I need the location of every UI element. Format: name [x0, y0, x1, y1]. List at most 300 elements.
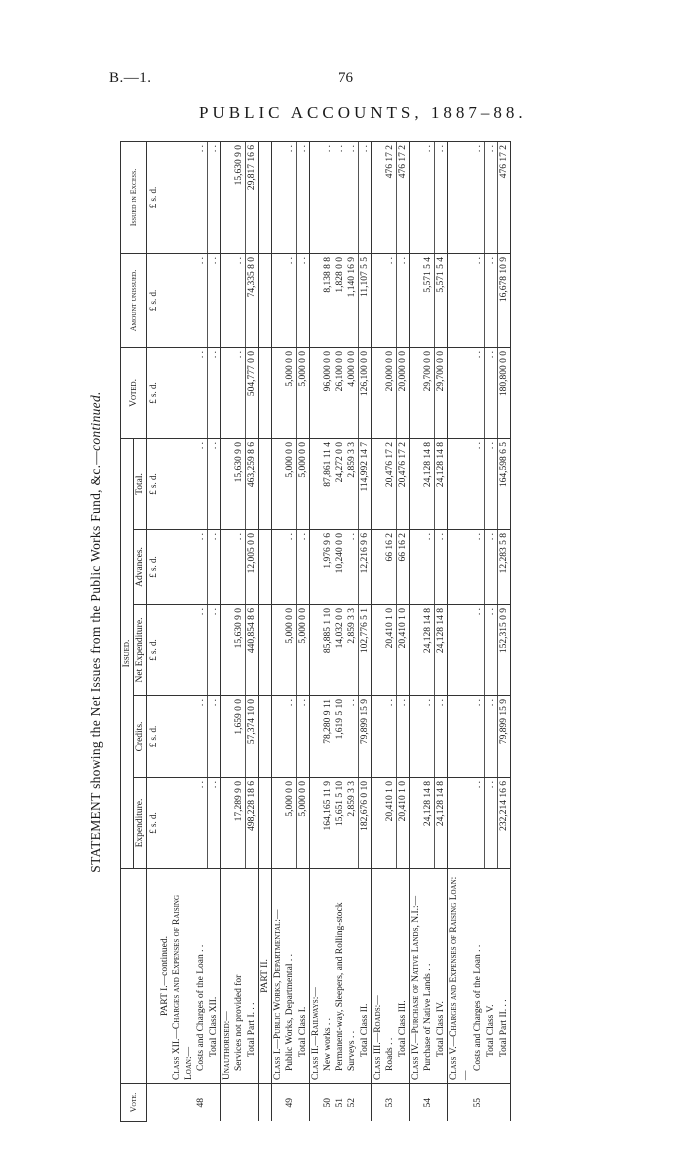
vote-number: [310, 1084, 323, 1122]
amount-cell: 1,659 0 0: [233, 696, 246, 778]
amount-cell: [448, 347, 473, 438]
amount-cell: . .: [472, 347, 485, 438]
amount-cell: . .: [233, 253, 246, 347]
amount-cell: [310, 141, 323, 253]
row-description: Class I.—Public Works, Departmental:—: [272, 869, 285, 1084]
amount-cell: 24,128 14 8: [422, 605, 435, 696]
amount-cell: 20,000 0 0: [384, 347, 397, 438]
amount-cell: [410, 347, 423, 438]
vote-number: 50: [322, 1084, 334, 1122]
table-row: [259, 141, 272, 1121]
amount-cell: . .: [208, 347, 221, 438]
amount-cell: . .: [472, 778, 485, 869]
amount-cell: 24,128 14 8: [435, 778, 448, 869]
table-row: [435, 141, 448, 1121]
amount-cell: . .: [346, 696, 359, 778]
amount-cell: [159, 141, 171, 253]
amount-cell: 29,700 0 0: [435, 347, 448, 438]
amount-cell: . .: [422, 141, 435, 253]
amount-cell: 1,976 9 6: [322, 530, 334, 605]
statement-title: [88, 142, 104, 1122]
amount-cell: . .: [195, 347, 208, 438]
amount-cell: 10,240 0 0: [334, 530, 346, 605]
amount-cell: . .: [208, 605, 221, 696]
amount-cell: 5,000 0 0: [297, 778, 310, 869]
vote-number: 51: [334, 1084, 346, 1122]
table-row: [384, 141, 397, 1121]
amount-cell: 11,107 5 5: [359, 253, 372, 347]
amount-cell: . .: [297, 253, 310, 347]
vote-number: [233, 1084, 246, 1122]
amount-cell: [171, 141, 195, 253]
table-row: [422, 141, 435, 1121]
amount-cell: 2,859 3 3: [346, 778, 359, 869]
amount-cell: [259, 438, 272, 529]
amount-cell: . .: [485, 141, 498, 253]
units-cell: £ s. d.: [147, 253, 160, 347]
amount-cell: [272, 696, 285, 778]
units-cell: £ s. d.: [147, 347, 160, 438]
amount-cell: [259, 696, 272, 778]
vote-number: [159, 1084, 171, 1122]
statement-title-continued: continued.: [88, 391, 103, 451]
amount-cell: 17,289 9 0: [233, 778, 246, 869]
vote-number: [221, 1084, 234, 1122]
amount-cell: 476 17 2: [498, 141, 511, 253]
amount-cell: . .: [472, 438, 485, 529]
amount-cell: [171, 530, 195, 605]
amount-cell: . .: [195, 141, 208, 253]
amount-cell: 5,000 0 0: [297, 347, 310, 438]
amount-cell: 66 16 2: [397, 530, 410, 605]
amount-cell: 5,000 0 0: [284, 778, 297, 869]
row-description: Total Class V.: [485, 869, 498, 1084]
amount-cell: [410, 696, 423, 778]
amount-cell: [372, 253, 385, 347]
row-description: Total Class I.: [297, 869, 310, 1084]
amount-cell: [310, 778, 323, 869]
units-row: [147, 141, 160, 1121]
amount-cell: [410, 438, 423, 529]
amount-cell: [159, 696, 171, 778]
amount-cell: 15,630 9 0: [233, 605, 246, 696]
amount-cell: [310, 605, 323, 696]
col-total: Total.: [134, 438, 147, 529]
col-expenditure: Expenditure.: [134, 778, 147, 869]
row-description: Services not provided for: [233, 869, 246, 1084]
amount-cell: 24,128 14 8: [435, 438, 448, 529]
vote-number: [397, 1084, 410, 1122]
amount-cell: 152,315 0 9: [498, 605, 511, 696]
amount-cell: 463,259 8 6: [246, 438, 259, 529]
row-description: Class V.—Charges and Expenses of Raising Loan:—: [448, 869, 473, 1084]
amount-cell: [372, 778, 385, 869]
amount-cell: 20,410 1 0: [384, 778, 397, 869]
amount-cell: 126,100 0 0: [359, 347, 372, 438]
amount-cell: 5,000 0 0: [284, 605, 297, 696]
amount-cell: [259, 605, 272, 696]
amount-cell: 57,374 10 0: [246, 696, 259, 778]
amount-cell: . .: [208, 696, 221, 778]
amount-cell: 24,128 14 8: [435, 605, 448, 696]
table-row: [208, 141, 221, 1121]
amount-cell: [410, 605, 423, 696]
amount-cell: . .: [485, 696, 498, 778]
units-cell: £ s. d.: [147, 605, 160, 696]
amount-cell: . .: [284, 141, 297, 253]
amount-cell: 15,630 9 0: [233, 141, 246, 253]
table-row: [297, 141, 310, 1121]
amount-cell: . .: [485, 778, 498, 869]
vote-number: 48: [195, 1084, 208, 1122]
table-row: [159, 141, 171, 1121]
amount-cell: 182,676 0 10: [359, 778, 372, 869]
vote-number: [485, 1084, 498, 1122]
amount-cell: 164,165 11 9: [322, 778, 334, 869]
amount-cell: [410, 141, 423, 253]
amount-cell: 8,138 8 8: [322, 253, 334, 347]
amount-cell: . .: [284, 253, 297, 347]
row-description: Surveys . .: [346, 869, 359, 1084]
amount-cell: [448, 253, 473, 347]
amount-cell: [159, 438, 171, 529]
amount-cell: 504,777 0 0: [246, 347, 259, 438]
amount-cell: [159, 605, 171, 696]
amount-cell: [159, 347, 171, 438]
amount-cell: 5,000 0 0: [284, 438, 297, 529]
amount-cell: [221, 696, 234, 778]
amount-cell: [159, 530, 171, 605]
amount-cell: 476 17 2: [384, 141, 397, 253]
amount-cell: . .: [346, 530, 359, 605]
amount-cell: [272, 347, 285, 438]
amount-cell: 1,828 0 0: [334, 253, 346, 347]
amount-cell: . .: [472, 530, 485, 605]
vote-number: 55: [472, 1084, 485, 1122]
amount-cell: 1,140 16 9: [346, 253, 359, 347]
table-row: [410, 141, 423, 1121]
amount-cell: . .: [472, 141, 485, 253]
table-row: [171, 141, 195, 1121]
amount-cell: [448, 778, 473, 869]
table-row: [397, 141, 410, 1121]
amount-cell: . .: [397, 253, 410, 347]
amount-cell: 5,571 5 4: [422, 253, 435, 347]
row-description: Roads . .: [384, 869, 397, 1084]
row-description: Total Part II. . .: [498, 869, 511, 1084]
col-vote: Vote.: [121, 1084, 147, 1122]
row-description: Total Class XII.: [208, 869, 221, 1084]
row-description: Class III.—Roads:—: [372, 869, 385, 1084]
amount-cell: 164,598 6 5: [498, 438, 511, 529]
amount-cell: 87,861 11 4: [322, 438, 334, 529]
amount-cell: 114,992 14 7: [359, 438, 372, 529]
units-cell: £ s. d.: [147, 141, 160, 253]
amount-cell: . .: [195, 778, 208, 869]
amount-cell: 29,817 16 6: [246, 141, 259, 253]
amount-cell: [221, 253, 234, 347]
vote-number: 49: [284, 1084, 297, 1122]
amount-cell: [159, 778, 171, 869]
page-title: PUBLIC ACCOUNTS, 1887–88.: [199, 103, 527, 122]
amount-cell: . .: [485, 438, 498, 529]
amount-cell: 24,128 14 8: [422, 438, 435, 529]
amount-cell: [310, 438, 323, 529]
amount-cell: [372, 347, 385, 438]
row-description: Public Works, Departmental . .: [284, 869, 297, 1084]
amount-cell: . .: [485, 530, 498, 605]
amount-cell: . .: [472, 696, 485, 778]
vote-number: [435, 1084, 448, 1122]
amount-cell: [310, 530, 323, 605]
amount-cell: . .: [284, 530, 297, 605]
amount-cell: [171, 696, 195, 778]
amount-cell: 85,885 1 10: [322, 605, 334, 696]
amount-cell: 26,100 0 0: [334, 347, 346, 438]
amount-cell: [372, 530, 385, 605]
col-advances: Advances.: [134, 530, 147, 605]
amount-cell: 29,700 0 0: [422, 347, 435, 438]
amount-cell: 12,216 9 6: [359, 530, 372, 605]
amount-cell: [372, 605, 385, 696]
amount-cell: 476 17 2: [397, 141, 410, 253]
amount-cell: [448, 141, 473, 253]
amount-cell: 66 16 2: [384, 530, 397, 605]
amount-cell: 5,000 0 0: [284, 347, 297, 438]
amount-cell: [448, 696, 473, 778]
amount-cell: [448, 530, 473, 605]
col-credits: Credits.: [134, 696, 147, 778]
table-row: [272, 141, 285, 1121]
amount-cell: [272, 778, 285, 869]
table-row: [498, 141, 511, 1121]
amount-cell: . .: [435, 696, 448, 778]
table-row: [372, 141, 385, 1121]
amount-cell: . .: [322, 141, 334, 253]
amount-cell: . .: [384, 696, 397, 778]
units-cell: £ s. d.: [147, 438, 160, 529]
amount-cell: 20,476 17 2: [397, 438, 410, 529]
amount-cell: [410, 530, 423, 605]
amount-cell: . .: [435, 530, 448, 605]
amount-cell: . .: [435, 141, 448, 253]
col-description: [121, 869, 147, 1084]
amount-cell: [372, 438, 385, 529]
amount-cell: [448, 438, 473, 529]
amount-cell: 5,000 0 0: [297, 605, 310, 696]
amount-cell: . .: [195, 438, 208, 529]
amount-cell: . .: [195, 530, 208, 605]
statement-title-text: STATEMENT showing the Net Issues from the Public Works Fund, &c.—: [88, 450, 103, 873]
amount-cell: 24,272 0 0: [334, 438, 346, 529]
row-description: Purchase of Native Lands . .: [422, 869, 435, 1084]
vote-number: [246, 1084, 259, 1122]
amount-cell: [171, 347, 195, 438]
amount-cell: [221, 778, 234, 869]
amount-cell: [372, 141, 385, 253]
amount-cell: . .: [233, 347, 246, 438]
amount-cell: . .: [485, 347, 498, 438]
table-row: [322, 141, 334, 1121]
amount-cell: [171, 605, 195, 696]
amount-cell: . .: [208, 530, 221, 605]
row-description: Total Class II.: [359, 869, 372, 1084]
amount-cell: [410, 778, 423, 869]
table-row: [233, 141, 246, 1121]
amount-cell: 78,280 9 11: [322, 696, 334, 778]
row-description: Total Class III.: [397, 869, 410, 1084]
amount-cell: . .: [346, 141, 359, 253]
rotated-statement: [80, 142, 650, 1122]
amount-cell: [410, 253, 423, 347]
vote-number: [359, 1084, 372, 1122]
amount-cell: 4,000 0 0: [346, 347, 359, 438]
amount-cell: [310, 253, 323, 347]
row-description: PART I.—continued.: [159, 869, 171, 1084]
amount-cell: 12,283 5 8: [498, 530, 511, 605]
amount-cell: . .: [208, 438, 221, 529]
col-net-expenditure: Net Expenditure.: [134, 605, 147, 696]
amount-cell: 15,630 9 0: [233, 438, 246, 529]
page-reference: B.—1.: [109, 70, 152, 86]
vote-number: [498, 1084, 511, 1122]
amount-cell: . .: [297, 530, 310, 605]
amount-cell: 5,000 0 0: [297, 438, 310, 529]
vote-number: [259, 1084, 272, 1122]
amount-cell: [272, 605, 285, 696]
amount-cell: 1,619 5 10: [334, 696, 346, 778]
table-body: [147, 141, 511, 1121]
row-description: Permanent-way, Sleepers, and Rolling-stock: [334, 869, 346, 1084]
amount-cell: [272, 253, 285, 347]
amount-cell: . .: [208, 778, 221, 869]
col-issued-in-excess: Issued in Excess.: [121, 141, 147, 253]
amount-cell: . .: [208, 253, 221, 347]
amount-cell: . .: [208, 141, 221, 253]
amount-cell: 20,410 1 0: [384, 605, 397, 696]
table-row: [472, 141, 485, 1121]
col-amount-unissued: Amount unissued.: [121, 253, 147, 347]
table-row: [359, 141, 372, 1121]
amount-cell: [171, 438, 195, 529]
amount-cell: 232,214 16 6: [498, 778, 511, 869]
table-row: [485, 141, 498, 1121]
row-description: PART II.: [259, 869, 272, 1084]
col-issued: Issued.: [121, 438, 134, 868]
amount-cell: [221, 141, 234, 253]
row-description: New works . .: [322, 869, 334, 1084]
units-cell: £ s. d.: [147, 696, 160, 778]
amount-cell: [171, 778, 195, 869]
amount-cell: . .: [233, 530, 246, 605]
units-cell: £ s. d.: [147, 778, 160, 869]
amount-cell: . .: [334, 141, 346, 253]
amount-cell: [259, 347, 272, 438]
table-row: [310, 141, 323, 1121]
row-description: Costs and Charges of the Loan . .: [472, 869, 485, 1084]
amount-cell: . .: [297, 141, 310, 253]
amount-cell: [259, 253, 272, 347]
amount-cell: 180,800 0 0: [498, 347, 511, 438]
amount-cell: [221, 347, 234, 438]
amount-cell: [259, 778, 272, 869]
amount-cell: [221, 438, 234, 529]
table-row: [448, 141, 473, 1121]
table-row: [284, 141, 297, 1121]
amount-cell: 74,335 8 0: [246, 253, 259, 347]
amount-cell: . .: [472, 253, 485, 347]
page-number: 76: [338, 70, 353, 86]
amount-cell: 79,899 15 9: [498, 696, 511, 778]
vote-number: 52: [346, 1084, 359, 1122]
amount-cell: . .: [195, 253, 208, 347]
vote-number: 53: [384, 1084, 397, 1122]
vote-number: [448, 1084, 473, 1122]
row-description: Costs and Charges of the Loan . .: [195, 869, 208, 1084]
vote-number: [171, 1084, 195, 1122]
amount-cell: 96,000 0 0: [322, 347, 334, 438]
row-description: Class II.—Railways:—: [310, 869, 323, 1084]
amount-cell: . .: [284, 696, 297, 778]
col-voted: Voted.: [121, 347, 147, 438]
vote-number: 54: [422, 1084, 435, 1122]
amount-cell: [272, 141, 285, 253]
amount-cell: [310, 347, 323, 438]
amount-cell: . .: [485, 605, 498, 696]
amount-cell: [221, 605, 234, 696]
amount-cell: 12,005 0 0: [246, 530, 259, 605]
vote-number: [297, 1084, 310, 1122]
amount-cell: 20,410 1 0: [397, 605, 410, 696]
amount-cell: [272, 530, 285, 605]
vote-number: [372, 1084, 385, 1122]
amount-cell: 498,228 18 6: [246, 778, 259, 869]
amount-cell: [272, 438, 285, 529]
amount-cell: [159, 253, 171, 347]
amount-cell: 102,776 5 1: [359, 605, 372, 696]
amount-cell: . .: [397, 696, 410, 778]
table-row: [246, 141, 259, 1121]
amount-cell: 2,859 3 3: [346, 438, 359, 529]
units-cell: £ s. d.: [147, 530, 160, 605]
amount-cell: . .: [472, 605, 485, 696]
amount-cell: 16,678 10 9: [498, 253, 511, 347]
row-description: Total Class IV.: [435, 869, 448, 1084]
row-description: Unauthorised:—: [221, 869, 234, 1084]
row-description: Class XII.—Charges and Expenses of Raising Loan:—: [171, 869, 195, 1084]
table-row: [346, 141, 359, 1121]
amount-cell: . .: [297, 696, 310, 778]
amount-cell: 5,571 5 4: [435, 253, 448, 347]
table-row: [195, 141, 208, 1121]
amount-cell: 20,000 0 0: [397, 347, 410, 438]
amount-cell: 20,476 17 2: [384, 438, 397, 529]
table-row: [221, 141, 234, 1121]
amount-cell: 79,899 15 9: [359, 696, 372, 778]
amount-cell: . .: [485, 253, 498, 347]
amount-cell: 15,651 5 10: [334, 778, 346, 869]
amount-cell: . .: [195, 696, 208, 778]
amount-cell: [310, 696, 323, 778]
row-description: Total Part I. . .: [246, 869, 259, 1084]
amount-cell: [259, 141, 272, 253]
amount-cell: . .: [384, 253, 397, 347]
amount-cell: 24,128 14 8: [422, 778, 435, 869]
vote-number: [272, 1084, 285, 1122]
amount-cell: 2,859 3 3: [346, 605, 359, 696]
amount-cell: [171, 253, 195, 347]
row-description: Class IV.—Purchase of Native Lands, N.I.:—: [410, 869, 423, 1084]
